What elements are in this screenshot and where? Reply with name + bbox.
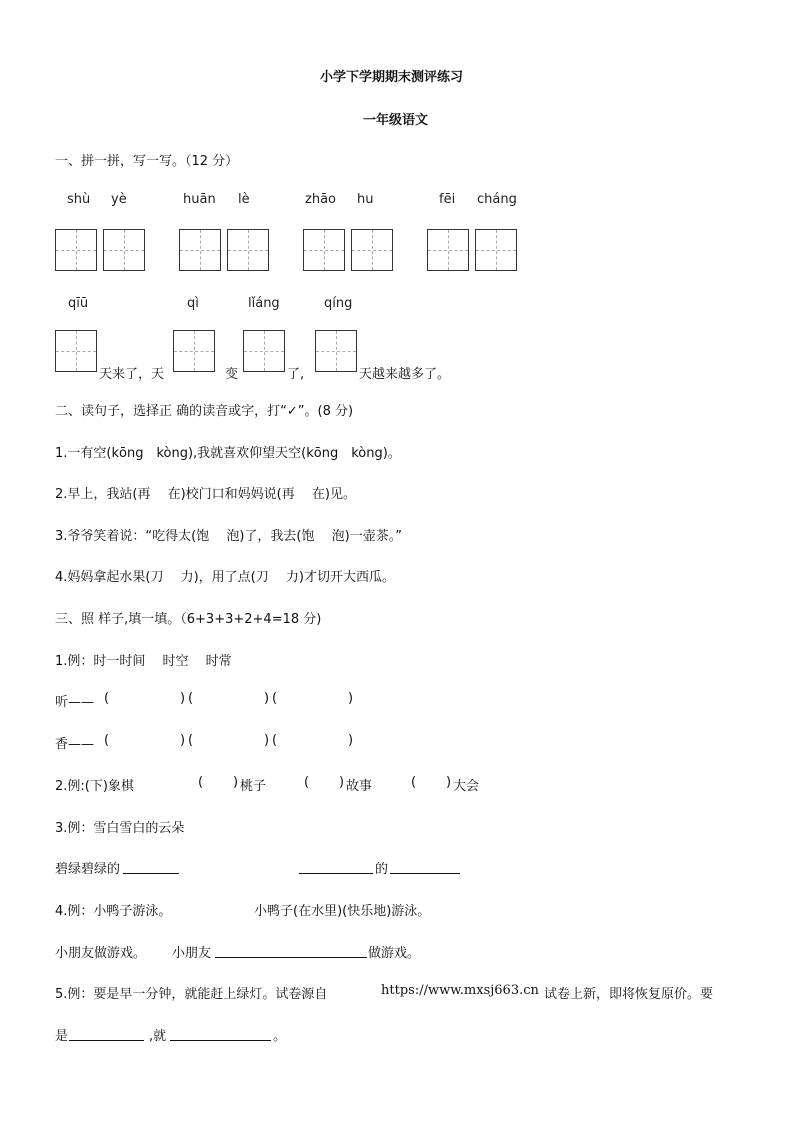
- pinyin: shù: [67, 192, 91, 207]
- pinyin: hu: [357, 192, 374, 207]
- paren: (: [272, 691, 278, 706]
- page-title: 小学下学期期末测评练习: [320, 70, 464, 85]
- answer-blank[interactable]: [215, 945, 367, 958]
- example-text: 1.例：时一时间 时空 时常: [55, 654, 232, 669]
- prompt-text: ,就: [149, 1029, 167, 1044]
- answer-blank[interactable]: [299, 861, 373, 874]
- question-text: 3.爷爷笑着说：“吃得太(饱 泡)了，我去(饱 泡)一壶茶。”: [55, 529, 402, 544]
- writing-grid-box[interactable]: [351, 229, 393, 271]
- example-text: 5.例：要是早一分钟，就能赶上绿灯。试卷源自: [55, 987, 328, 1002]
- paren: ): [348, 733, 354, 748]
- section3-heading: 三、照 样子,填一填。（6+3+3+2+4=18 分): [55, 612, 322, 627]
- source-link[interactable]: https://www.mxsj663.cn: [381, 983, 539, 998]
- paren: ): [264, 691, 270, 706]
- writing-grid-box[interactable]: [55, 330, 97, 372]
- answer-blank[interactable]: [170, 1028, 271, 1041]
- pinyin: qíng: [324, 296, 353, 311]
- pinyin: zhāo: [305, 192, 336, 207]
- question-text: 2.早上，我站(再 在)校门口和妈妈说(再 在)见。: [55, 487, 356, 502]
- answer-blank[interactable]: [69, 1028, 144, 1041]
- section2-heading: 二、读句子，选择正 确的读音或字，打“✓”。(8 分): [55, 404, 354, 419]
- paren: (: [272, 733, 278, 748]
- pinyin: yè: [111, 192, 127, 207]
- answer-blank[interactable]: [390, 861, 460, 874]
- paren: (: [304, 775, 310, 790]
- example-text: 4.例：小鸭子游泳。: [55, 904, 172, 919]
- writing-grid-box[interactable]: [475, 229, 517, 271]
- paren: ): [180, 733, 186, 748]
- writing-grid-box[interactable]: [315, 330, 357, 372]
- page-subtitle: 一年级语文: [363, 113, 429, 128]
- prompt-text: 。: [273, 1029, 287, 1044]
- paren: (: [104, 733, 110, 748]
- question-text: 4.妈妈拿起水果(刀 力)，用了点(刀 力)才切开大西瓜。: [55, 570, 395, 585]
- section1-heading: 一、拼一拼，写一写。（12 分）: [55, 154, 239, 169]
- writing-grid-box[interactable]: [427, 229, 469, 271]
- pinyin: lè: [238, 192, 250, 207]
- pinyin: cháng: [477, 192, 517, 207]
- item-word: 故事: [346, 779, 373, 794]
- sentence-fragment: 天越来越多了。: [359, 367, 451, 382]
- pinyin: fēi: [439, 192, 456, 207]
- answer-blank[interactable]: [123, 861, 179, 874]
- pinyin: huān: [183, 192, 216, 207]
- example-text: 2.例:(下)象棋: [55, 779, 134, 794]
- paren: ): [264, 733, 270, 748]
- sentence-fragment: 变: [225, 367, 239, 382]
- item-word: 桃子: [240, 779, 267, 794]
- prompt-text: 碧绿碧绿的: [55, 862, 121, 877]
- item-word: 大会: [453, 779, 480, 794]
- prompt-text: 小朋友做游戏。: [55, 946, 147, 961]
- paren: ): [446, 775, 452, 790]
- notice-text: 试卷上新，即将恢复原价。要: [544, 987, 714, 1002]
- blank-row-label: 听——: [55, 695, 95, 710]
- writing-grid-box[interactable]: [227, 229, 269, 271]
- paren: ): [180, 691, 186, 706]
- prompt-text: 是: [55, 1029, 69, 1044]
- paren: ): [339, 775, 345, 790]
- paren: (: [411, 775, 417, 790]
- sentence-fragment: 了,: [287, 367, 305, 382]
- pinyin: qīū: [68, 296, 89, 311]
- prompt-text: 的: [375, 862, 389, 877]
- paren: (: [198, 775, 204, 790]
- pinyin: qì: [187, 296, 199, 311]
- prompt-text: 小朋友: [172, 946, 212, 961]
- paren: ): [233, 775, 239, 790]
- writing-grid-box[interactable]: [243, 330, 285, 372]
- writing-grid-box[interactable]: [103, 229, 145, 271]
- paren: ): [348, 691, 354, 706]
- paren: (: [104, 691, 110, 706]
- writing-grid-box[interactable]: [179, 229, 221, 271]
- writing-grid-box[interactable]: [173, 330, 215, 372]
- paren: (: [188, 691, 194, 706]
- example-text: 小鸭子(在水里)(快乐地)游泳。: [254, 904, 431, 919]
- blank-row-label: 香——: [55, 737, 95, 752]
- paren: (: [188, 733, 194, 748]
- writing-grid-box[interactable]: [303, 229, 345, 271]
- example-text: 3.例：雪白雪白的云朵: [55, 821, 185, 836]
- sentence-fragment: 天来了，天: [99, 367, 165, 382]
- pinyin: lǐáng: [248, 296, 280, 311]
- prompt-text: 做游戏。: [368, 946, 421, 961]
- writing-grid-box[interactable]: [55, 229, 97, 271]
- question-text: 1.一有空(kōng kòng),我就喜欢仰望天空(kōng kòng)。: [55, 446, 401, 461]
